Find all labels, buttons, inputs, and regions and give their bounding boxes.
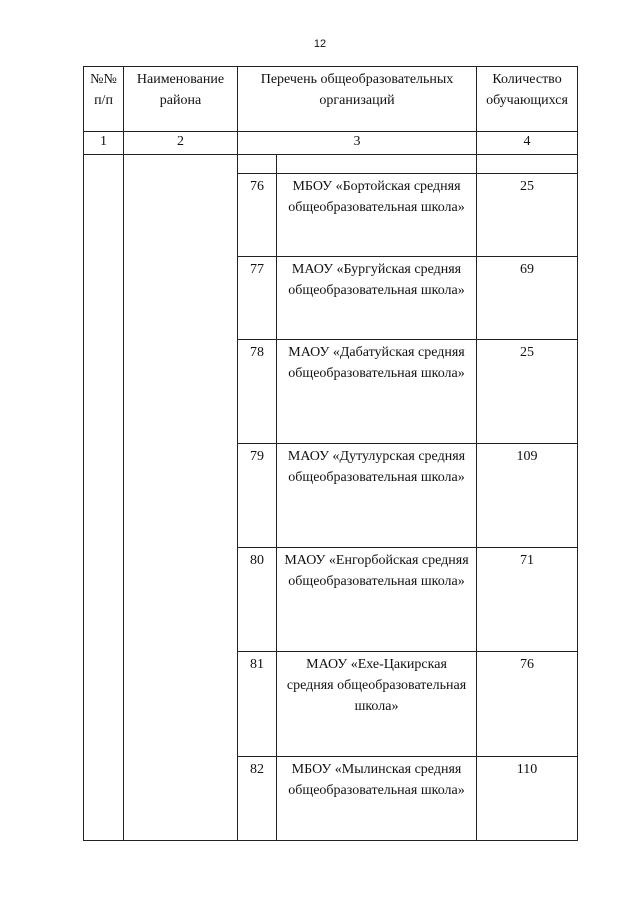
row-number: 78 [238, 340, 277, 444]
student-count: 71 [477, 548, 578, 652]
spacer-cell [277, 155, 477, 174]
organization-name: МАОУ «Бургуйская средняя общеобразовательная школа» [277, 257, 477, 340]
organization-name: МАОУ «Дабатуйская средняя общеобразовательная школа» [277, 340, 477, 444]
column-number: 3 [238, 132, 477, 155]
column-numbers-row [84, 132, 578, 155]
column-number: 1 [84, 132, 124, 155]
header-students: Количество обучающихся [477, 67, 578, 132]
organization-name: МАОУ «Дутулурская средняя общеобразовательная школа» [277, 444, 477, 548]
column-number: 4 [477, 132, 578, 155]
header-organizations: Перечень общеобразовательных организаций [238, 67, 477, 132]
spacer-cell [477, 155, 578, 174]
merged-district-cell [124, 155, 238, 841]
spacer-cell [238, 155, 277, 174]
row-number: 79 [238, 444, 277, 548]
page-number: 12 [313, 38, 327, 50]
student-count: 25 [477, 174, 578, 257]
student-count: 69 [477, 257, 578, 340]
student-count: 76 [477, 652, 578, 757]
row-number: 80 [238, 548, 277, 652]
organization-name: МБОУ «Бортойская средняя общеобразовательная школа» [277, 174, 477, 257]
spacer-row [84, 155, 578, 174]
row-number: 81 [238, 652, 277, 757]
row-number: 82 [238, 757, 277, 841]
organization-name: МАОУ «Ехе-Цакирская средняя общеобразовательная школа» [277, 652, 477, 757]
row-number: 77 [238, 257, 277, 340]
organization-name: МБОУ «Мылинская средняя общеобразовательная школа» [277, 757, 477, 841]
schools-table [83, 66, 578, 841]
table-header-row [84, 67, 578, 132]
organization-name: МАОУ «Енгорбойская средняя общеобразовательная школа» [277, 548, 477, 652]
header-number: №№ п/п [84, 67, 124, 132]
column-number: 2 [124, 132, 238, 155]
student-count: 109 [477, 444, 578, 548]
row-number: 76 [238, 174, 277, 257]
merged-number-cell [84, 155, 124, 841]
student-count: 110 [477, 757, 578, 841]
student-count: 25 [477, 340, 578, 444]
header-district: Наименование района [124, 67, 238, 132]
